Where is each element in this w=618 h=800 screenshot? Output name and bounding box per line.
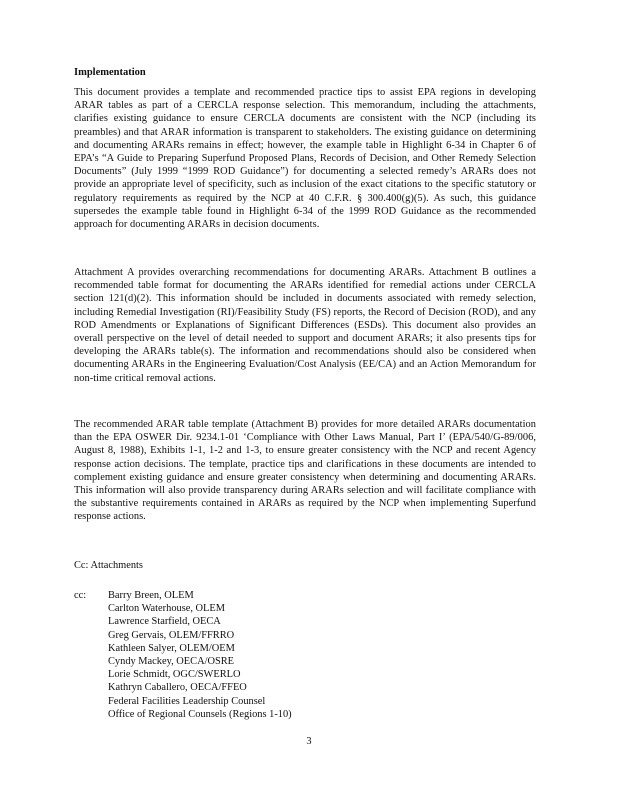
cc-recipient-list [108, 589, 292, 721]
cc-recipient: Kathryn Caballero, OECA/FFEO [108, 682, 247, 694]
cc-label: cc: [74, 590, 87, 601]
cc-recipient: Barry Breen, OLEM [108, 590, 194, 601]
cc-recipient: Lorie Schmidt, OGC/SWERLO [108, 669, 241, 681]
cc-recipient: Lawrence Starfield, OECA [108, 616, 221, 628]
page-number: 3 [306, 736, 312, 747]
cc-recipient: Cyndy Mackey, OECA/OSRE [108, 656, 235, 668]
paragraph-purpose: This document provides a template and recommended practice tips to assist EPA regions in developing ARAR tables as part of a CERCLA response selection. This memorandum, including the attachments, clarifies existing guidance to ensure CERCLA documents are consistent with the NCP (including its preambles) and that ARAR information is transparent to stakeholders. The existing guidance on determining and documenting ARARs remains in effect; however, the example table in Highlight 6-34 in Chapter 6 of EPA’s “A Guide to Preparing Superfund Proposed Plans, Records of Decision, and Other Remedy Selection Documents” (July 1999 “1999 ROD Guidance”) for documenting a selected remedy’s ARARs does not provide an appropriate level of specificity, such as inclusion of the exact citations to the specific statutory or regulatory requirements as required by the NCP at 40 C.F.R. § 300.400(g)(5). As such, this guidance supersedes the example table found in Highlight 6-34 of the 1999 ROD Guidance as the recommended approach for documenting ARARs in decision documents. [74, 87, 536, 231]
paragraph-template: The recommended ARAR table template (Attachment B) provides for more detailed ARARs documentation than the EPA OSWER Dir. 9234.1-01 ‘Compliance with Other Laws Manual, Part I’ (EPA/540/G-89/006, August 8, 1988), Exhibits 1-1, 1-2 and 1-3, to ensure greater consistency with the NCP and recent Agency response action decisions. The template, practice tips and clarifications in these documents are intended to complement existing guidance and ensure greater consistency when determining and documenting ARARs. This information will also provide transparency during ARARs selection and will facilitate compliance with the substantive requirements contained in ARARs as required by the NCP when implementing Superfund response actions. [74, 419, 536, 523]
paragraph-attachments: Attachment A provides overarching recommendations for documenting ARARs. Attachment B outlines a recommended table format for documenting the ARARs identified for remedial actions under CERCLA section 121(d)(2). This information should be included in documents associated with remedy selection, including Remedial Investigation (RI)/Feasibility Study (FS) reports, the Record of Decision (ROD), and any ROD Amendments or Explanations of Significant Differences (ESDs). This document also provides an overall perspective on the level of detail needed to support and document ARARs; it also presents tips for developing the ARARs table(s). The information and recommendations should also be considered when documenting ARARs in the Engineering Evaluation/Cost Analysis (EE/CA) and an Action Memorandum for non-time critical removal actions. [74, 267, 536, 384]
cc-recipient: Office of Regional Counsels (Regions 1-10) [108, 708, 292, 720]
cc-recipient: Kathleen Salyer, OLEM/OEM [108, 642, 235, 654]
cc-recipient: Federal Facilities Leadership Counsel [108, 695, 266, 707]
cc-attachments-line: Cc: Attachments [74, 560, 143, 571]
cc-recipient: Carlton Waterhouse, OLEM [108, 603, 225, 615]
cc-recipient: Greg Gervais, OLEM/FFRRO [108, 629, 235, 641]
section-heading: Implementation [74, 67, 146, 78]
